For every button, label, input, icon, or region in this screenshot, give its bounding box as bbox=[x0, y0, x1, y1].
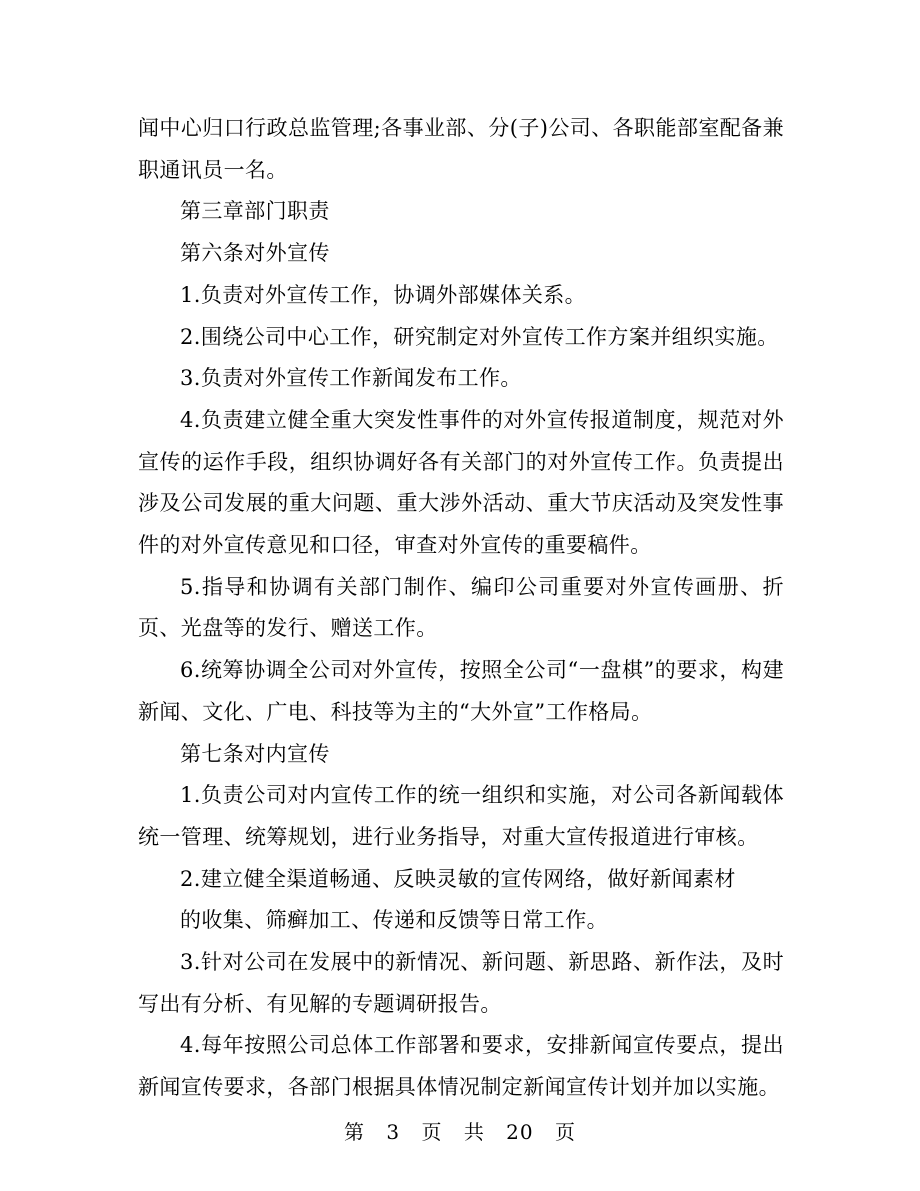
current-page-number: 3 bbox=[386, 1120, 401, 1144]
list-item: 1.负责对外宣传工作，协调外部媒体关系。 bbox=[180, 282, 587, 307]
total-page-number: 20 bbox=[506, 1120, 534, 1144]
list-item: 4.负责建立健全重大突发性事件的对外宣传报道制度，规范对外宣传的运作手段，组织协调好各有关部门的对外宣传工作。负责提出涉及公司发展的重大问题、重大涉外活动、重大节庆活动及突发性事件的对外宣传意见和口径，审查对外宣传的重要稿件。 bbox=[138, 407, 784, 558]
list-item: 6.统筹协调全公司对外宣传，按照全公司“一盘棋”的要求，构建新闻、文化、广电、科技等为主的“大外宣”工作格局。 bbox=[138, 658, 784, 724]
list-item-continuation: 的收集、筛癣加工、传递和反馈等日常工作。 bbox=[180, 908, 608, 933]
list-item: 2.建立健全渠道畅通、反映灵敏的宣传网络，做好新闻素材 bbox=[180, 866, 736, 891]
footer-total-label: 共 bbox=[463, 1120, 485, 1144]
list-item: 5.指导和协调有关部门制作、编印公司重要对外宣传画册、折页、光盘等的发行、赠送工作。 bbox=[138, 574, 784, 641]
list-item: 1.负责公司对内宣传工作的统一组织和实施，对公司各新闻载体统一管理、统筹规划，进行业务指导，对重大宣传报道进行审核。 bbox=[138, 783, 784, 849]
list-item: 3.针对公司在发展中的新情况、新问题、新思路、新作法，及时写出有分析、有见解的专题调研报告。 bbox=[138, 950, 784, 1016]
list-item: 4.每年按照公司总体工作部署和要求，安排新闻宣传要点，提出新闻宣传要求，各部门根据具体情况制定新闻宣传计划并加以实施。 bbox=[138, 1033, 784, 1100]
list-item: 3.负责对外宣传工作新闻发布工作。 bbox=[180, 366, 522, 391]
list-item: 2.围绕公司中心工作，研究制定对外宣传工作方案并组织实施。 bbox=[180, 324, 779, 349]
footer-suffix: 页 bbox=[554, 1120, 576, 1144]
document-body bbox=[138, 108, 784, 1109]
page-footer bbox=[0, 1116, 920, 1145]
article-heading: 第七条对内宣传 bbox=[180, 741, 330, 766]
footer-page-label: 页 bbox=[421, 1120, 443, 1144]
footer-prefix: 第 bbox=[344, 1120, 365, 1144]
chapter-heading: 第三章部门职责 bbox=[180, 199, 330, 224]
paragraph: 闻中心归口行政总监管理;各事业部、分(子)公司、各职能部室配备兼职通讯员一名。 bbox=[138, 116, 784, 182]
article-heading: 第六条对外宣传 bbox=[180, 241, 330, 266]
